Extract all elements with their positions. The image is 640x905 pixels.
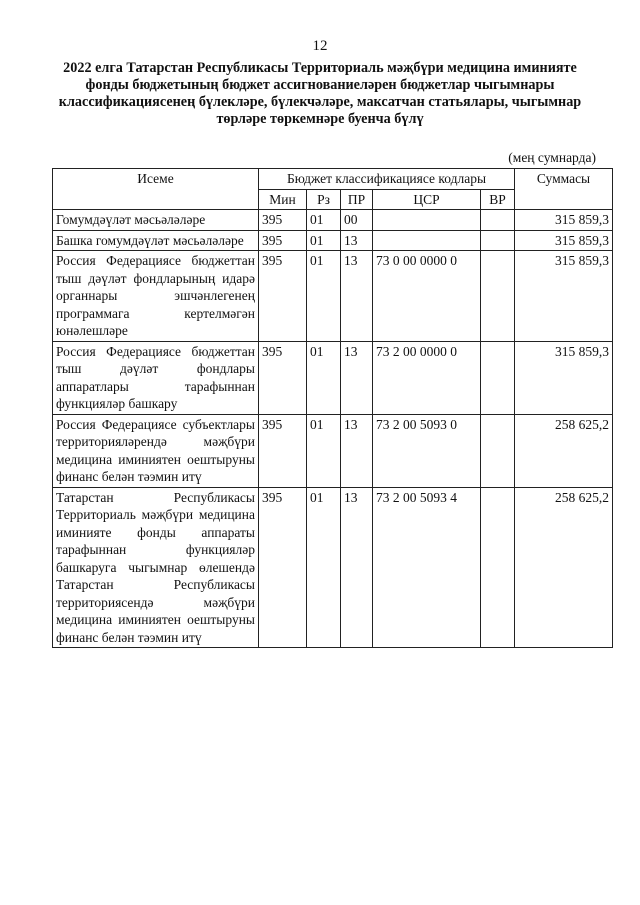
header-rz: Рз (307, 189, 341, 210)
header-name: Исеме (53, 169, 259, 210)
row-rz: 01 (307, 341, 341, 414)
table-row (53, 210, 613, 231)
row-amount: 315 859,3 (515, 341, 613, 414)
row-amount: 315 859,3 (515, 230, 613, 251)
row-pr: 13 (341, 230, 373, 251)
row-pr: 13 (341, 414, 373, 487)
header-codes-group: Бюджет классификациясе кодлары (259, 169, 515, 190)
row-pr: 13 (341, 251, 373, 342)
unit-note: (мең сумнарда) (508, 150, 596, 165)
header-min: Мин (259, 189, 307, 210)
document-title: 2022 елга Татарстан Республикасы Территориаль мәҗбүри медицина иминияте фонды бюджетының бюджет ассигнованиеләрен бюджетлар чыгымнары классификациясенең бүлекләре, бүлекчәләре, максатчан статьялары, чыгымнар төрләре төркемнәре буенча бүлү (58, 60, 582, 127)
row-rz: 01 (307, 251, 341, 342)
row-rz: 01 (307, 414, 341, 487)
row-vr (481, 341, 515, 414)
row-amount: 258 625,2 (515, 487, 613, 648)
row-min: 395 (259, 210, 307, 231)
row-name: Россия Федерациясе субъектлары территорияләрендә мәҗбүри медицина иминиятен оештыруны финанс белән тәэмин итү (53, 414, 259, 487)
header-row (53, 169, 613, 190)
row-name: Россия Федерациясе бюджеттан тыш дәүләт фондларының идарә органнары эшчәнлегенең программага кертелмәгән юнәлешләре (53, 251, 259, 342)
row-name: Татарстан Республикасы Территориаль мәҗбүри медицина иминияте фонды аппараты тарафыннан функцияләр башкаруга чыгымнар өлешендә Татарстан Республикасы территориясендә мәҗбүри медицина иминиятен оештыруны финанс белән тәэмин итү (53, 487, 259, 648)
row-min: 395 (259, 341, 307, 414)
row-csr: 73 2 00 5093 4 (373, 487, 481, 648)
row-csr: 73 2 00 0000 0 (373, 341, 481, 414)
row-name: Гомумдәүләт мәсьәләләре (53, 210, 259, 231)
row-name: Башка гомумдәүләт мәсьәләләре (53, 230, 259, 251)
row-pr: 00 (341, 210, 373, 231)
header-vr: ВР (481, 189, 515, 210)
row-rz: 01 (307, 230, 341, 251)
row-min: 395 (259, 414, 307, 487)
table-row (53, 230, 613, 251)
header-amount: Суммасы (515, 169, 613, 210)
row-amount: 315 859,3 (515, 251, 613, 342)
row-amount: 258 625,2 (515, 414, 613, 487)
row-csr: 73 2 00 5093 0 (373, 414, 481, 487)
row-rz: 01 (307, 487, 341, 648)
row-pr: 13 (341, 487, 373, 648)
row-vr (481, 230, 515, 251)
row-rz: 01 (307, 210, 341, 231)
row-csr: 73 0 00 0000 0 (373, 251, 481, 342)
row-vr (481, 251, 515, 342)
table-row (53, 414, 613, 487)
row-csr (373, 230, 481, 251)
table-row (53, 487, 613, 648)
row-vr (481, 487, 515, 648)
row-pr: 13 (341, 341, 373, 414)
page-number: 12 (312, 38, 328, 54)
row-amount: 315 859,3 (515, 210, 613, 231)
row-csr (373, 210, 481, 231)
table-row (53, 341, 613, 414)
row-vr (481, 210, 515, 231)
table-row (53, 251, 613, 342)
row-min: 395 (259, 487, 307, 648)
row-min: 395 (259, 230, 307, 251)
row-name: Россия Федерациясе бюджеттан тыш дәүләт фондлары аппаратлары тарафыннан функцияләр башкару (53, 341, 259, 414)
budget-table (52, 168, 613, 648)
row-vr (481, 414, 515, 487)
header-csr: ЦСР (373, 189, 481, 210)
header-pr: ПР (341, 189, 373, 210)
row-min: 395 (259, 251, 307, 342)
